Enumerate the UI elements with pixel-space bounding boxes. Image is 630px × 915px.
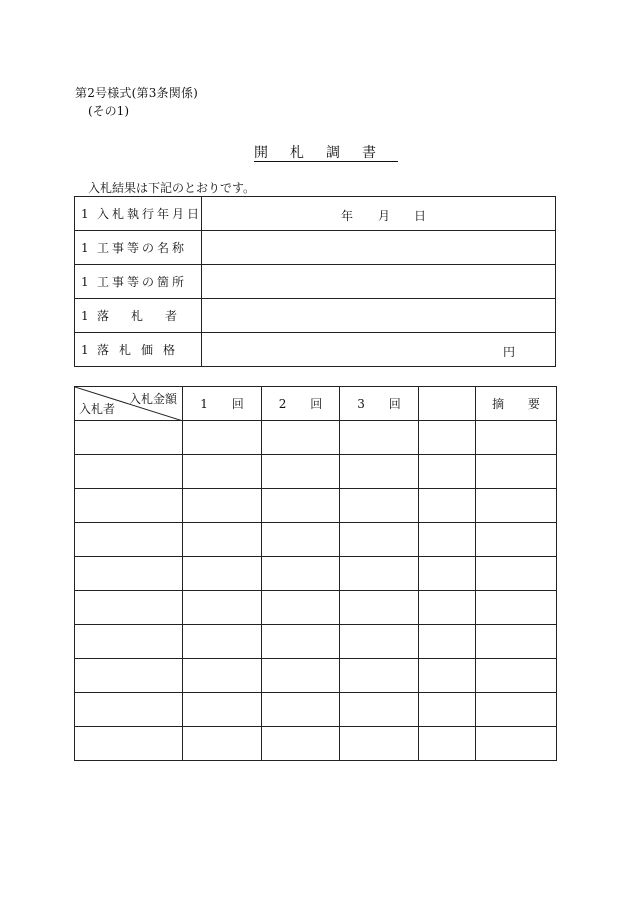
month-label: 月 xyxy=(378,209,391,223)
day-label: 日 xyxy=(414,209,427,223)
round-2-text: 2 回 xyxy=(278,397,333,411)
round-3-cell[interactable] xyxy=(340,489,419,523)
round-1-cell[interactable] xyxy=(183,625,262,659)
bid-header-row xyxy=(75,387,557,421)
bidder-name-cell[interactable] xyxy=(75,625,183,659)
remarks-cell[interactable] xyxy=(476,591,557,625)
info-value-date[interactable] xyxy=(202,197,556,231)
bidder-name-cell[interactable] xyxy=(75,693,183,727)
round-2-cell[interactable] xyxy=(262,693,340,727)
round-1-cell[interactable] xyxy=(183,421,262,455)
extra-cell[interactable] xyxy=(419,489,476,523)
extra-cell[interactable] xyxy=(419,693,476,727)
label-text: 工事等の名称 xyxy=(97,241,188,255)
blank-header xyxy=(419,387,476,421)
remarks-cell[interactable] xyxy=(476,489,557,523)
extra-cell[interactable] xyxy=(419,455,476,489)
info-label-bidder xyxy=(75,299,202,333)
round-1-header xyxy=(183,387,262,421)
round-3-cell[interactable] xyxy=(340,557,419,591)
round-1-cell[interactable] xyxy=(183,523,262,557)
info-row-date xyxy=(75,197,556,231)
info-label-place xyxy=(75,265,202,299)
remarks-cell[interactable] xyxy=(476,455,557,489)
extra-cell[interactable] xyxy=(419,523,476,557)
row-number: 1 xyxy=(81,241,89,255)
round-2-cell[interactable] xyxy=(262,591,340,625)
round-2-cell[interactable] xyxy=(262,625,340,659)
label-text: 入札執行年月日 xyxy=(97,207,203,221)
info-value-name[interactable] xyxy=(202,231,556,265)
bidder-name-cell[interactable] xyxy=(75,489,183,523)
remarks-cell[interactable] xyxy=(476,727,557,761)
remarks-header xyxy=(476,387,557,421)
document-title-text: 開札調書 xyxy=(254,145,398,161)
round-1-cell[interactable] xyxy=(183,693,262,727)
remarks-cell[interactable] xyxy=(476,523,557,557)
label-text: 落札者 xyxy=(97,309,200,323)
info-row-price xyxy=(75,333,556,367)
extra-cell[interactable] xyxy=(419,625,476,659)
document-title xyxy=(0,142,630,162)
round-2-cell[interactable] xyxy=(262,421,340,455)
bidder-name-cell[interactable] xyxy=(75,727,183,761)
round-3-cell[interactable] xyxy=(340,625,419,659)
round-1-cell[interactable] xyxy=(183,489,262,523)
remarks-text: 摘 要 xyxy=(492,397,550,411)
bid-row xyxy=(75,727,557,761)
round-3-cell[interactable] xyxy=(340,727,419,761)
bidder-name-cell[interactable] xyxy=(75,659,183,693)
remarks-cell[interactable] xyxy=(476,625,557,659)
diagonal-header-cell xyxy=(75,387,183,421)
form-number: 第2号様式(第3条関係) xyxy=(75,86,199,100)
round-2-cell[interactable] xyxy=(262,659,340,693)
extra-cell[interactable] xyxy=(419,557,476,591)
info-value-price[interactable] xyxy=(202,333,556,367)
round-3-cell[interactable] xyxy=(340,591,419,625)
remarks-cell[interactable] xyxy=(476,557,557,591)
round-3-header xyxy=(340,387,419,421)
info-row-bidder xyxy=(75,299,556,333)
row-number: 1 xyxy=(81,207,89,221)
bid-row xyxy=(75,489,557,523)
info-label-price xyxy=(75,333,202,367)
round-1-cell[interactable] xyxy=(183,455,262,489)
round-3-cell[interactable] xyxy=(340,455,419,489)
bid-rows xyxy=(75,421,557,761)
bidder-label: 入札者 xyxy=(79,402,116,416)
bid-info-table xyxy=(74,196,556,367)
info-label-date xyxy=(75,197,202,231)
bidder-name-cell[interactable] xyxy=(75,591,183,625)
round-3-cell[interactable] xyxy=(340,523,419,557)
info-row-place xyxy=(75,265,556,299)
bid-row xyxy=(75,523,557,557)
extra-cell[interactable] xyxy=(419,727,476,761)
round-3-cell[interactable] xyxy=(340,659,419,693)
yen-unit: 円 xyxy=(502,345,515,359)
row-number: 1 xyxy=(81,343,89,357)
bidder-name-cell[interactable] xyxy=(75,421,183,455)
bid-row xyxy=(75,693,557,727)
round-1-cell[interactable] xyxy=(183,557,262,591)
extra-cell[interactable] xyxy=(419,421,476,455)
round-3-cell[interactable] xyxy=(340,693,419,727)
remarks-cell[interactable] xyxy=(476,421,557,455)
round-2-cell[interactable] xyxy=(262,727,340,761)
form-sub-number: (その1) xyxy=(88,104,129,118)
bidder-name-cell[interactable] xyxy=(75,523,183,557)
bid-row xyxy=(75,421,557,455)
bidder-name-cell[interactable] xyxy=(75,557,183,591)
bid-row xyxy=(75,557,557,591)
round-2-header xyxy=(262,387,340,421)
row-number: 1 xyxy=(81,275,89,289)
round-3-cell[interactable] xyxy=(340,421,419,455)
info-value-place[interactable] xyxy=(202,265,556,299)
row-number: 1 xyxy=(81,309,89,323)
round-2-cell[interactable] xyxy=(262,455,340,489)
remarks-cell[interactable] xyxy=(476,659,557,693)
bid-results-table xyxy=(74,386,557,761)
year-label: 年 xyxy=(341,209,354,223)
info-label-name xyxy=(75,231,202,265)
round-2-cell[interactable] xyxy=(262,523,340,557)
bid-amount-label: 入札金額 xyxy=(128,392,177,406)
bid-row xyxy=(75,455,557,489)
round-2-cell[interactable] xyxy=(262,489,340,523)
round-3-text: 3 回 xyxy=(357,397,411,411)
round-1-cell[interactable] xyxy=(183,727,262,761)
intro-text: 入札結果は下記のとおりです。 xyxy=(88,181,256,195)
extra-cell[interactable] xyxy=(419,591,476,625)
bid-row xyxy=(75,659,557,693)
round-2-cell[interactable] xyxy=(262,557,340,591)
bid-row xyxy=(75,591,557,625)
bid-row xyxy=(75,625,557,659)
round-1-text: 1 回 xyxy=(200,397,254,411)
info-value-bidder[interactable] xyxy=(202,299,556,333)
label-text: 工事等の箇所 xyxy=(97,275,188,289)
round-1-cell[interactable] xyxy=(183,659,262,693)
info-row-name xyxy=(75,231,556,265)
bidder-name-cell[interactable] xyxy=(75,455,183,489)
remarks-cell[interactable] xyxy=(476,693,557,727)
round-1-cell[interactable] xyxy=(183,591,262,625)
label-text: 落札価格 xyxy=(97,343,186,357)
extra-cell[interactable] xyxy=(419,659,476,693)
